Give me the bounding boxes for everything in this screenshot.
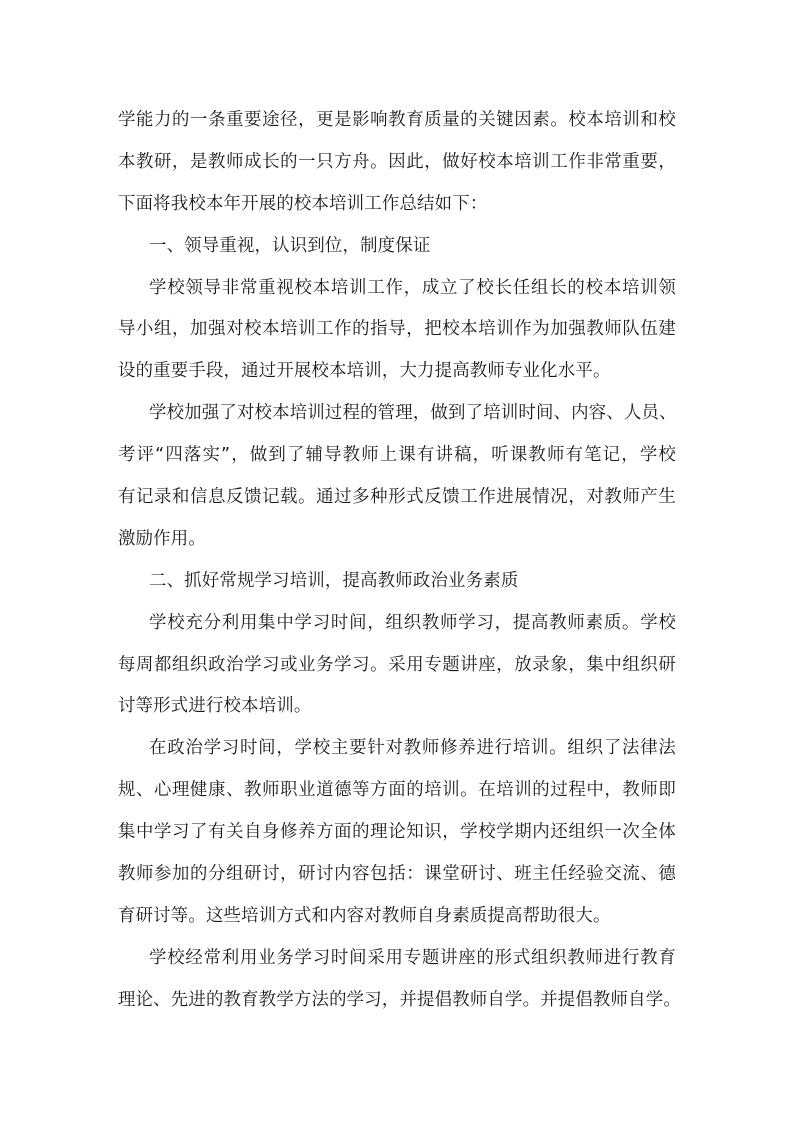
text-line: 教师参加的分组研讨，研讨内容包括：课堂研讨、班主任经验交流、德 xyxy=(118,864,676,885)
text-line: 导小组，加强对校本培训工作的指导，把校本培训作为加强教师队伍建 xyxy=(118,319,676,340)
text-line: 有记录和信息反馈记载。通过多种形式反馈工作进展情况，对教师产生 xyxy=(118,487,676,508)
text-line: 学校加强了对校本培训过程的管理，做到了培训时间、内容、人员、 xyxy=(149,403,677,424)
text-line: 学校经常利用业务学习时间采用专题讲座的形式组织教师进行教育 xyxy=(149,947,676,968)
text-line: 激励作用。 xyxy=(118,528,206,549)
text-line: 学校充分利用集中学习时间，组织教师学习，提高教师素质。学校 xyxy=(149,612,676,633)
text-line: 学能力的一条重要途径，更是影响教育质量的关键因素。校本培训和校 xyxy=(118,110,676,130)
text-line: 育研讨等。这些培训方式和内容对教师自身素质提高帮助很大。 xyxy=(118,905,611,926)
text-line: 学校领导非常重视校本培训工作，成立了校长任组长的校本培训领 xyxy=(149,277,676,298)
text-line: 设的重要手段，通过开展校本培训，大力提高教师专业化水平。 xyxy=(118,361,611,382)
text-line: 在政治学习时间，学校主要针对教师修养进行培训。组织了法律法 xyxy=(149,738,676,759)
text-line: 每周都组织政治学习或业务学习。采用专题讲座，放录象，集中组织研 xyxy=(118,654,676,675)
text-line: 集中学习了有关自身修养方面的理论知识，学校学期内还组织一次全体 xyxy=(118,822,676,843)
text-line: 理论、先进的教育教学方法的学习，并提倡教师自学。并提倡教师自学。 xyxy=(118,989,681,1010)
text-line: 下面将我校本年开展的校本培训工作总结如下： xyxy=(118,193,488,214)
text-line: 本教研，是教师成长的一只方舟。因此，做好校本培训工作非常重要， xyxy=(118,151,676,172)
text-line: 二、抓好常规学习培训，提高教师政治业务素质 xyxy=(149,570,519,591)
text-line: 一、领导重视，认识到位，制度保证 xyxy=(149,235,431,256)
text-line: 规、心理健康、教师职业道德等方面的培训。在培训的过程中，教师即 xyxy=(118,780,676,801)
document-body xyxy=(118,100,681,1022)
text-line: 讨等形式进行校本培训。 xyxy=(118,696,312,717)
text-line: 考评“四落实”，做到了辅导教师上课有讲稿，听课教师有笔记，学校 xyxy=(118,445,676,466)
